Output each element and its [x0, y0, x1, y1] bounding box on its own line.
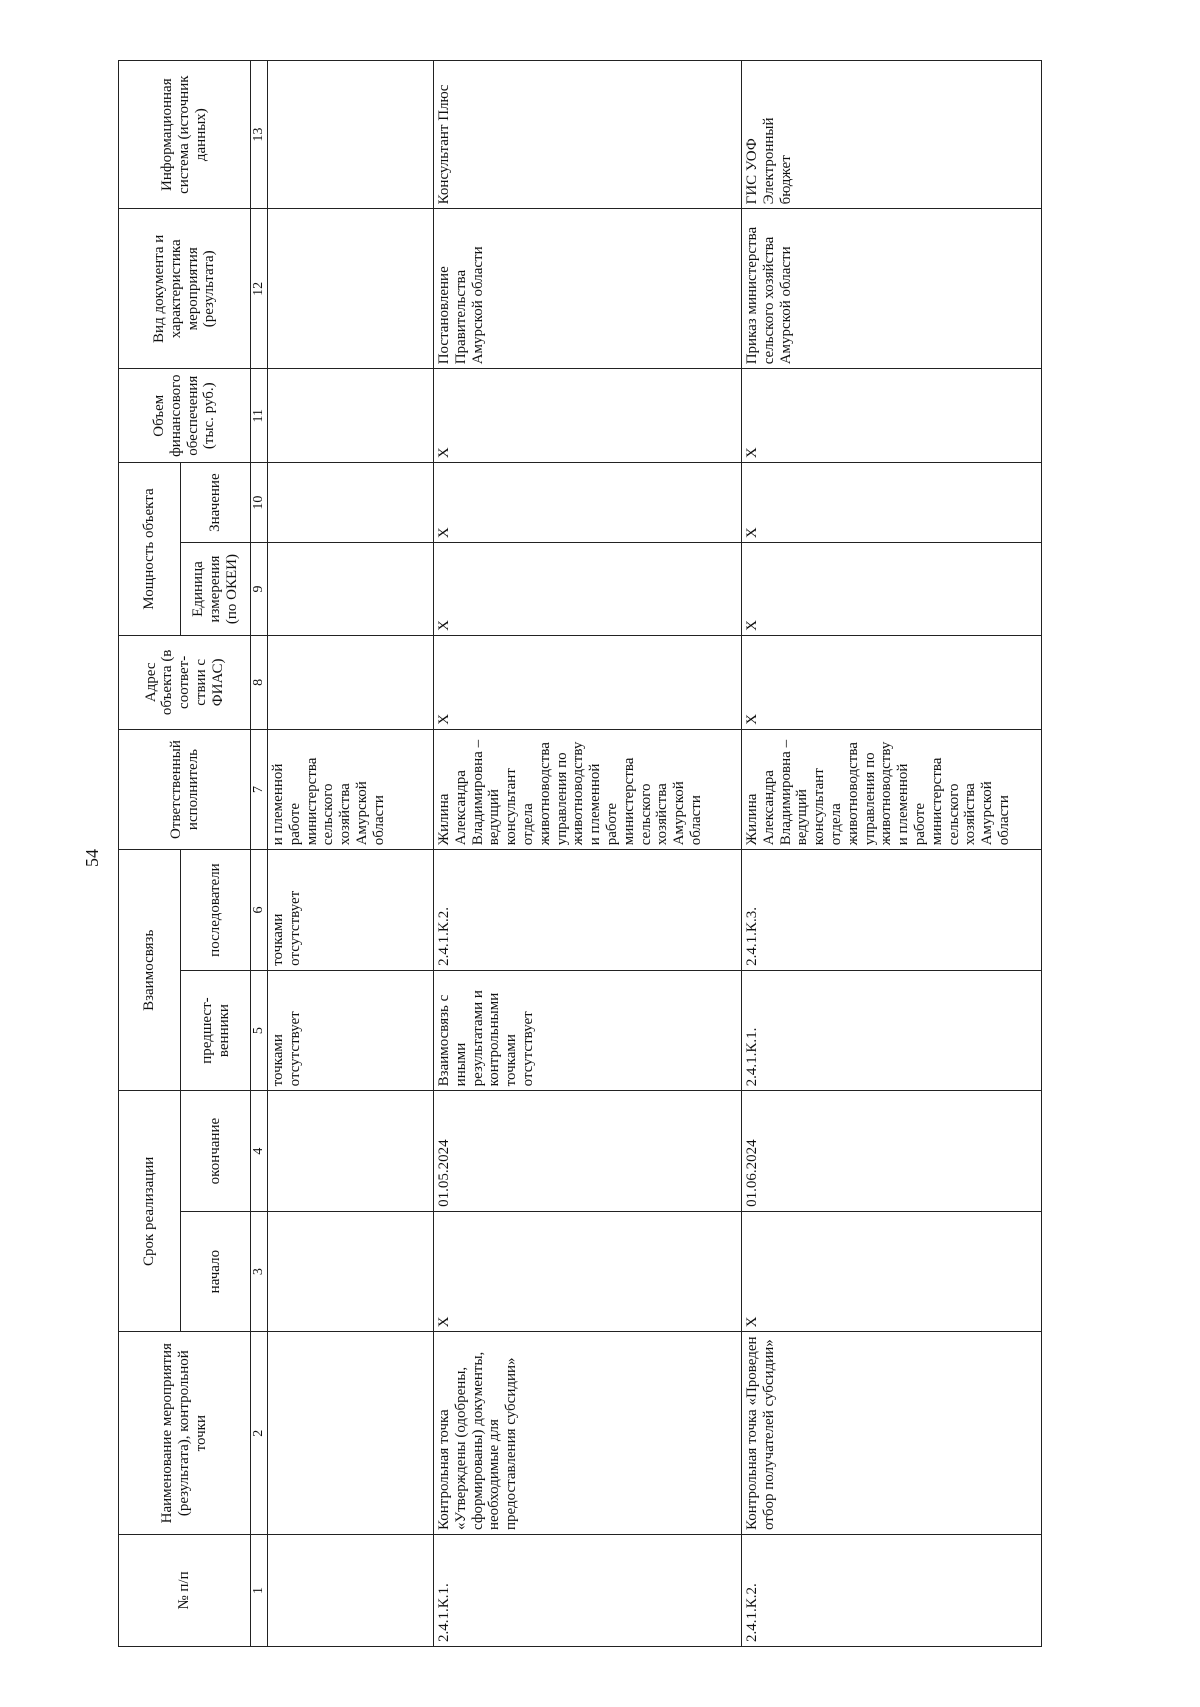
col-number: 5: [251, 970, 268, 1091]
cell-name: Контрольная точка «Утверждены (одобрены, сформированы) документы, необходимые для предоставления субсидии»: [434, 1332, 742, 1535]
col-number: 4: [251, 1091, 268, 1212]
cell-name: Контрольная точка «Проведен отбор получателей субсидии»: [742, 1332, 1042, 1535]
cell-end: [268, 1091, 434, 1212]
col-number: 1: [251, 1535, 268, 1647]
cell-end: 01.05.2024: [434, 1091, 742, 1212]
cell-value: [268, 463, 434, 543]
col-header-doc: Вид документа и характеристика мероприятия (результата): [119, 209, 251, 369]
col-header-start: начало: [181, 1211, 251, 1332]
cell-start: X: [434, 1211, 742, 1332]
col-number: 13: [251, 61, 268, 209]
col-header-power: Мощность объекта: [119, 463, 181, 636]
col-header-value: Значение: [181, 463, 251, 543]
col-number: 8: [251, 635, 268, 729]
col-header-pred: предшест-венники: [181, 970, 251, 1091]
cell-addr: [268, 635, 434, 729]
cell-no: 2.4.1.К.1.: [434, 1535, 742, 1647]
col-number: 6: [251, 850, 268, 971]
cell-resp: Жилина Александра Владимировна – ведущий консультант отдела животноводства управления по животноводству и племенной работе министерства сельского хозяйства Амурской области: [434, 729, 742, 850]
cell-no: [268, 1535, 434, 1647]
cell-value: X: [742, 463, 1042, 543]
col-header-end: окончание: [181, 1091, 251, 1212]
col-header-resp: Ответственный исполнитель: [119, 729, 251, 850]
col-number: 7: [251, 729, 268, 850]
col-number: 11: [251, 369, 268, 463]
plan-table: [118, 60, 1042, 1647]
table-row: [742, 61, 1042, 1647]
cell-value: X: [434, 463, 742, 543]
col-header-info: Информационная система (источник данных): [119, 61, 251, 209]
page-number: 54: [82, 849, 102, 867]
cell-finance: X: [742, 369, 1042, 463]
cell-info: Консультант Плюс: [434, 61, 742, 209]
column-number-row: [251, 61, 268, 1647]
col-header-unit: Единица измерения (по ОКЕИ): [181, 543, 251, 636]
cell-pred: точками отсутствует: [268, 970, 434, 1091]
cell-no: 2.4.1.К.2.: [742, 1535, 1042, 1647]
cell-info: ГИС УОФ Электронный бюджет: [742, 61, 1042, 209]
header-row-1: [119, 61, 181, 1647]
col-header-succ: последователи: [181, 850, 251, 971]
col-number: 3: [251, 1211, 268, 1332]
cell-unit: [268, 543, 434, 636]
col-number: 12: [251, 209, 268, 369]
cell-succ: 2.4.1.К.3.: [742, 850, 1042, 971]
cell-succ: 2.4.1.К.2.: [434, 850, 742, 971]
cell-addr: X: [434, 635, 742, 729]
cell-doc: Постановление Правительства Амурской области: [434, 209, 742, 369]
table-row: [268, 61, 434, 1647]
col-header-term: Срок реализации: [119, 1091, 181, 1332]
col-header-addr: Адрес объекта (в соответ-ствии с ФИАС): [119, 635, 251, 729]
col-number: 10: [251, 463, 268, 543]
cell-doc: Приказ министерства сельского хозяйства Амурской области: [742, 209, 1042, 369]
col-header-name: Наименование мероприятия (результата), контрольной точки: [119, 1332, 251, 1535]
cell-name: [268, 1332, 434, 1535]
col-header-no: № п/п: [119, 1535, 251, 1647]
cell-addr: X: [742, 635, 1042, 729]
col-number: 9: [251, 543, 268, 636]
cell-pred: 2.4.1.К.1.: [742, 970, 1042, 1091]
cell-pred: Взаимосвязь с иными результатами и контрольными точками отсутствует: [434, 970, 742, 1091]
cell-start: [268, 1211, 434, 1332]
cell-doc: [268, 209, 434, 369]
cell-unit: X: [742, 543, 1042, 636]
cell-info: [268, 61, 434, 209]
col-number: 2: [251, 1332, 268, 1535]
col-header-link: Взаимосвязь: [119, 850, 181, 1091]
cell-finance: [268, 369, 434, 463]
cell-finance: X: [434, 369, 742, 463]
col-header-finance: Объем финансового обеспечения (тыс. руб.): [119, 369, 251, 463]
cell-unit: X: [434, 543, 742, 636]
cell-resp: и племенной работе министерства сельского хозяйства Амурской области: [268, 729, 434, 850]
cell-resp: Жилина Александра Владимировна – ведущий консультант отдела животноводства управления по животноводству и племенной работе министерства сельского хозяйства Амурской области: [742, 729, 1042, 850]
cell-start: X: [742, 1211, 1042, 1332]
table-row: [434, 61, 742, 1647]
cell-succ: точками отсутствует: [268, 850, 434, 971]
cell-end: 01.06.2024: [742, 1091, 1042, 1212]
